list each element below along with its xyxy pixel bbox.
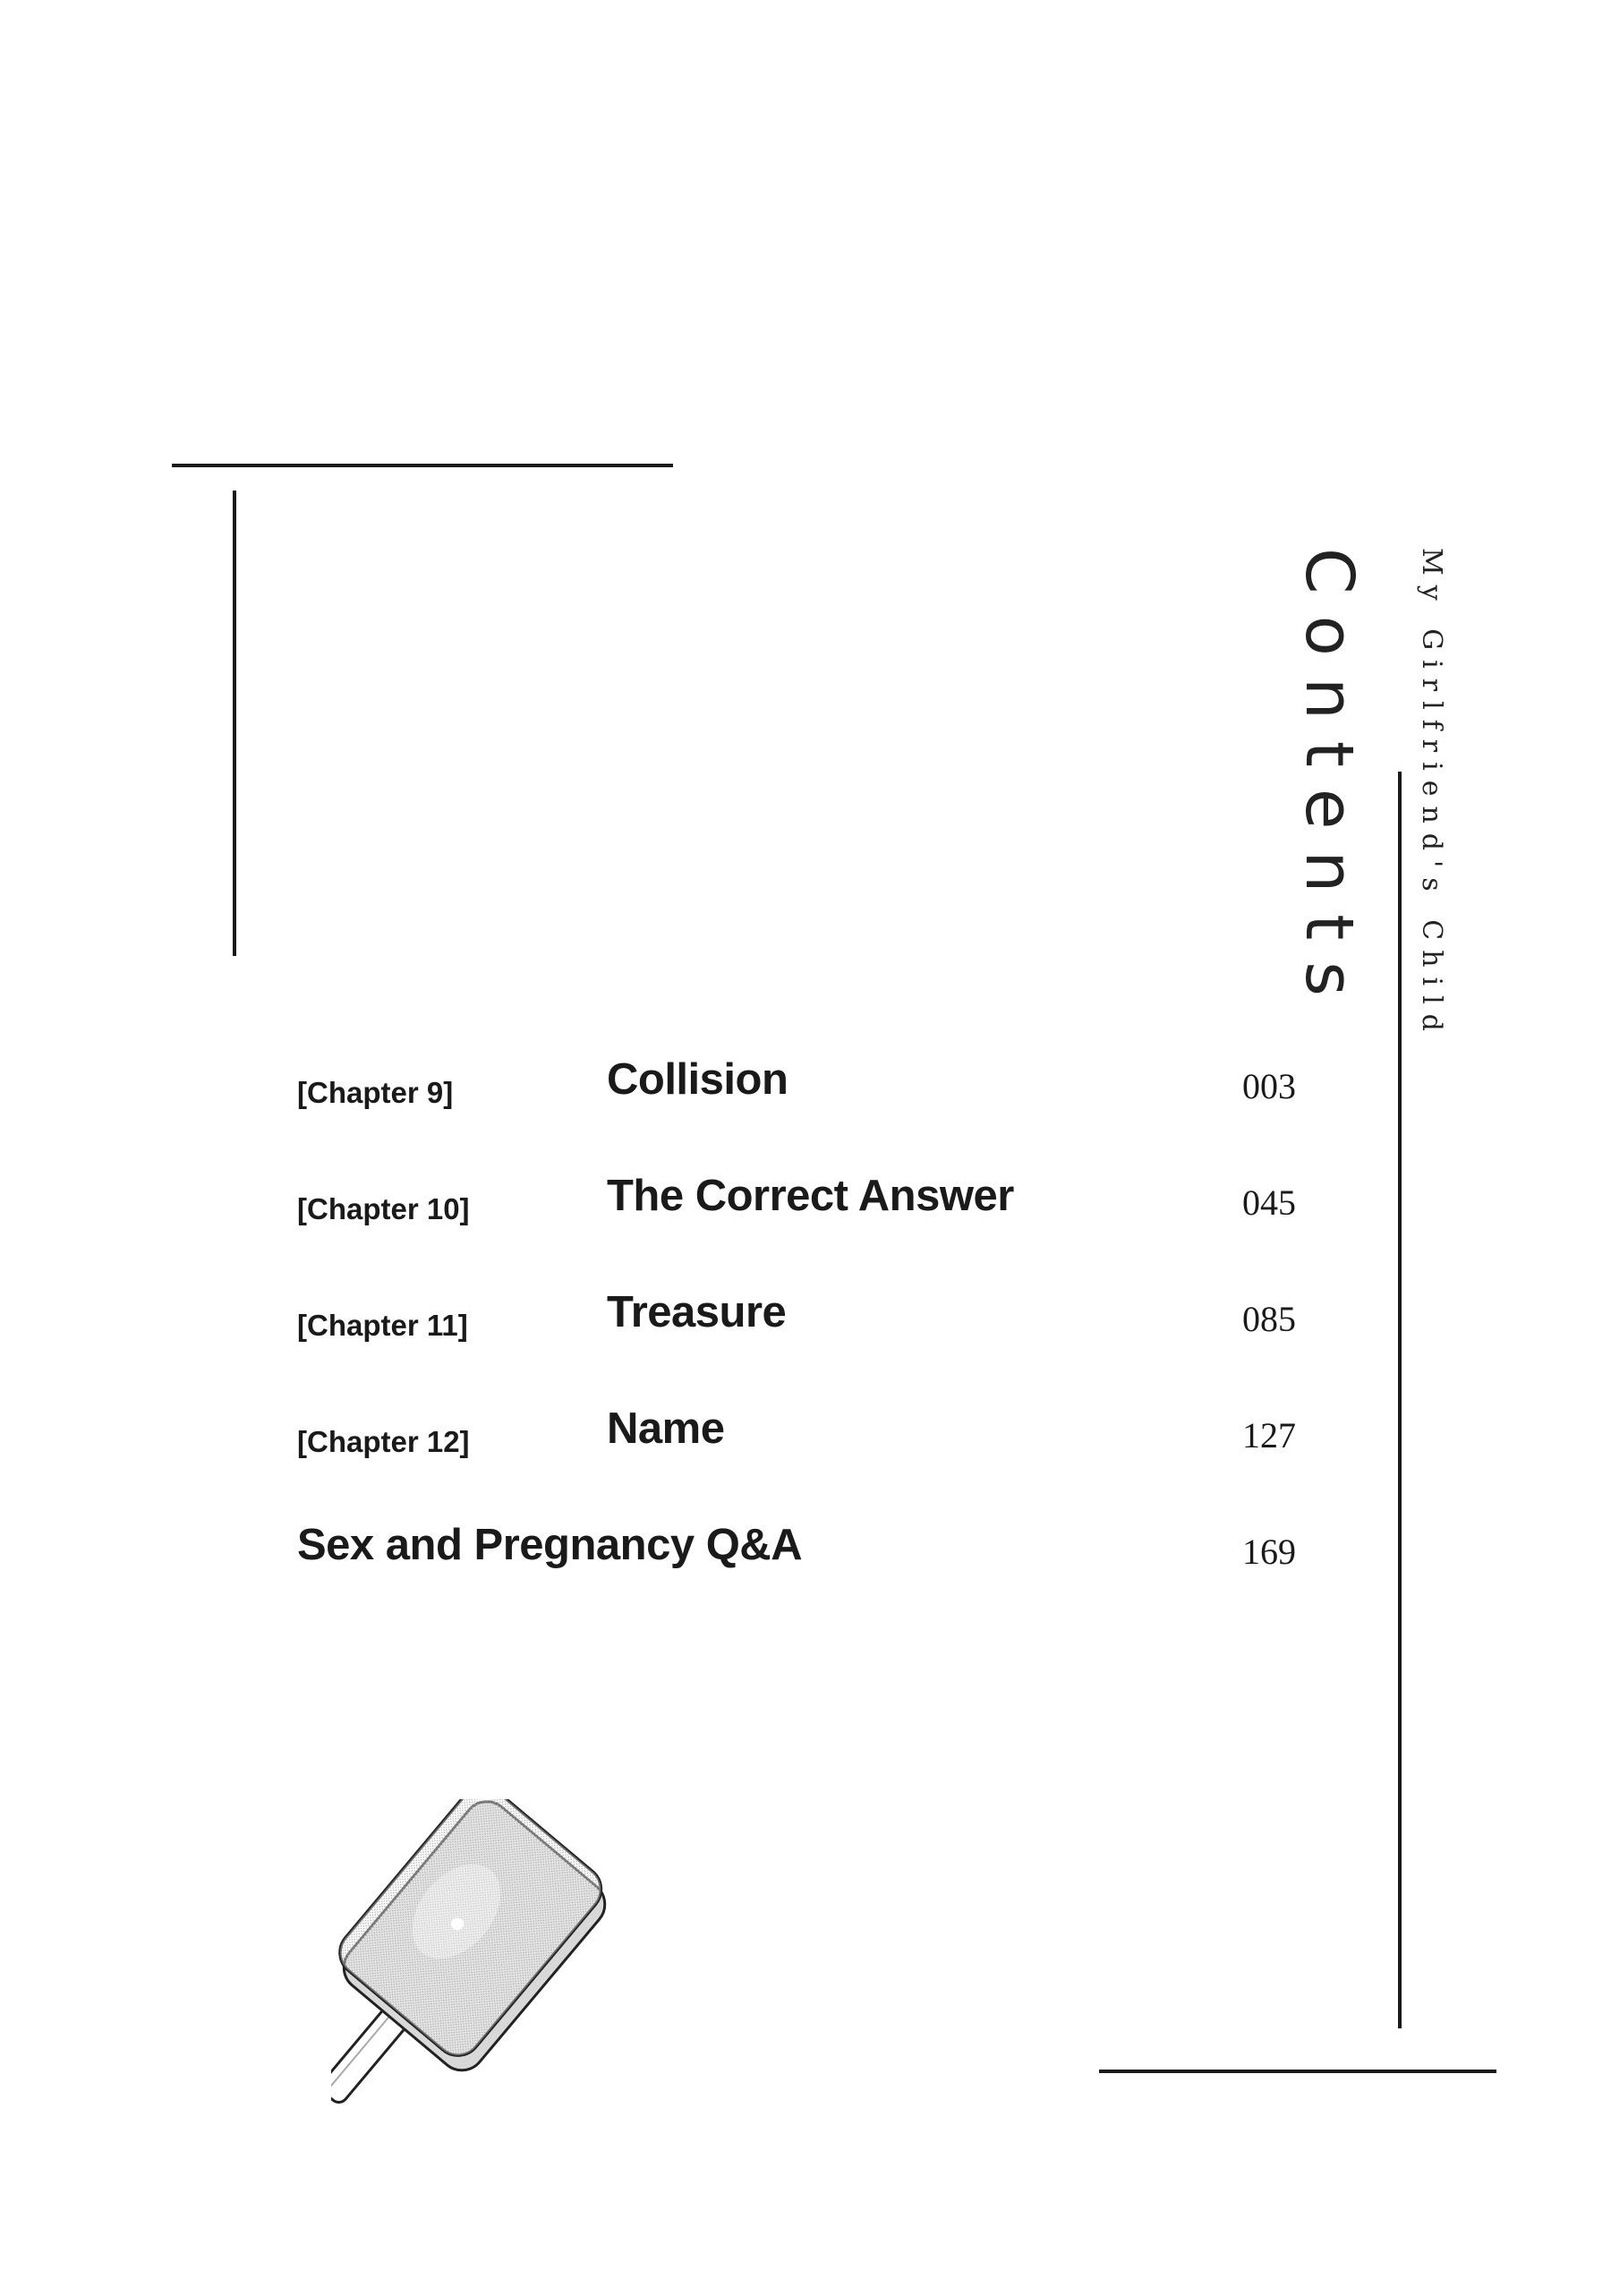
chapter-page: 085 bbox=[1242, 1299, 1296, 1339]
toc-entry-chapter-11[interactable] bbox=[0, 1287, 1611, 1359]
chapter-number: [Chapter 11] bbox=[297, 1309, 468, 1342]
chapter-title: Collision bbox=[607, 1055, 788, 1104]
chapter-title: Treasure bbox=[607, 1288, 787, 1336]
toc-entry-extra[interactable] bbox=[0, 1520, 1611, 1592]
chapter-page: 127 bbox=[1242, 1415, 1296, 1455]
toc-entry-chapter-9[interactable] bbox=[0, 1054, 1611, 1126]
chapter-number: [Chapter 9] bbox=[297, 1076, 454, 1109]
extra-page: 169 bbox=[1242, 1532, 1296, 1572]
extra-title: Sex and Pregnancy Q&A bbox=[297, 1521, 803, 1569]
chapter-title: Name bbox=[607, 1404, 725, 1453]
chapter-number: [Chapter 12] bbox=[297, 1425, 470, 1458]
series-title: My Girlfriend's Child bbox=[1416, 548, 1447, 1041]
chapter-title: The Correct Answer bbox=[607, 1172, 1014, 1220]
chapter-number: [Chapter 10] bbox=[297, 1192, 470, 1225]
toc-entry-chapter-12[interactable] bbox=[0, 1404, 1611, 1475]
chapter-page: 045 bbox=[1242, 1182, 1296, 1223]
toc-entry-chapter-10[interactable] bbox=[0, 1171, 1611, 1242]
chapter-page: 003 bbox=[1242, 1066, 1296, 1106]
popsicle-icon bbox=[331, 1799, 671, 2157]
contents-heading: Contents bbox=[1291, 548, 1368, 1018]
